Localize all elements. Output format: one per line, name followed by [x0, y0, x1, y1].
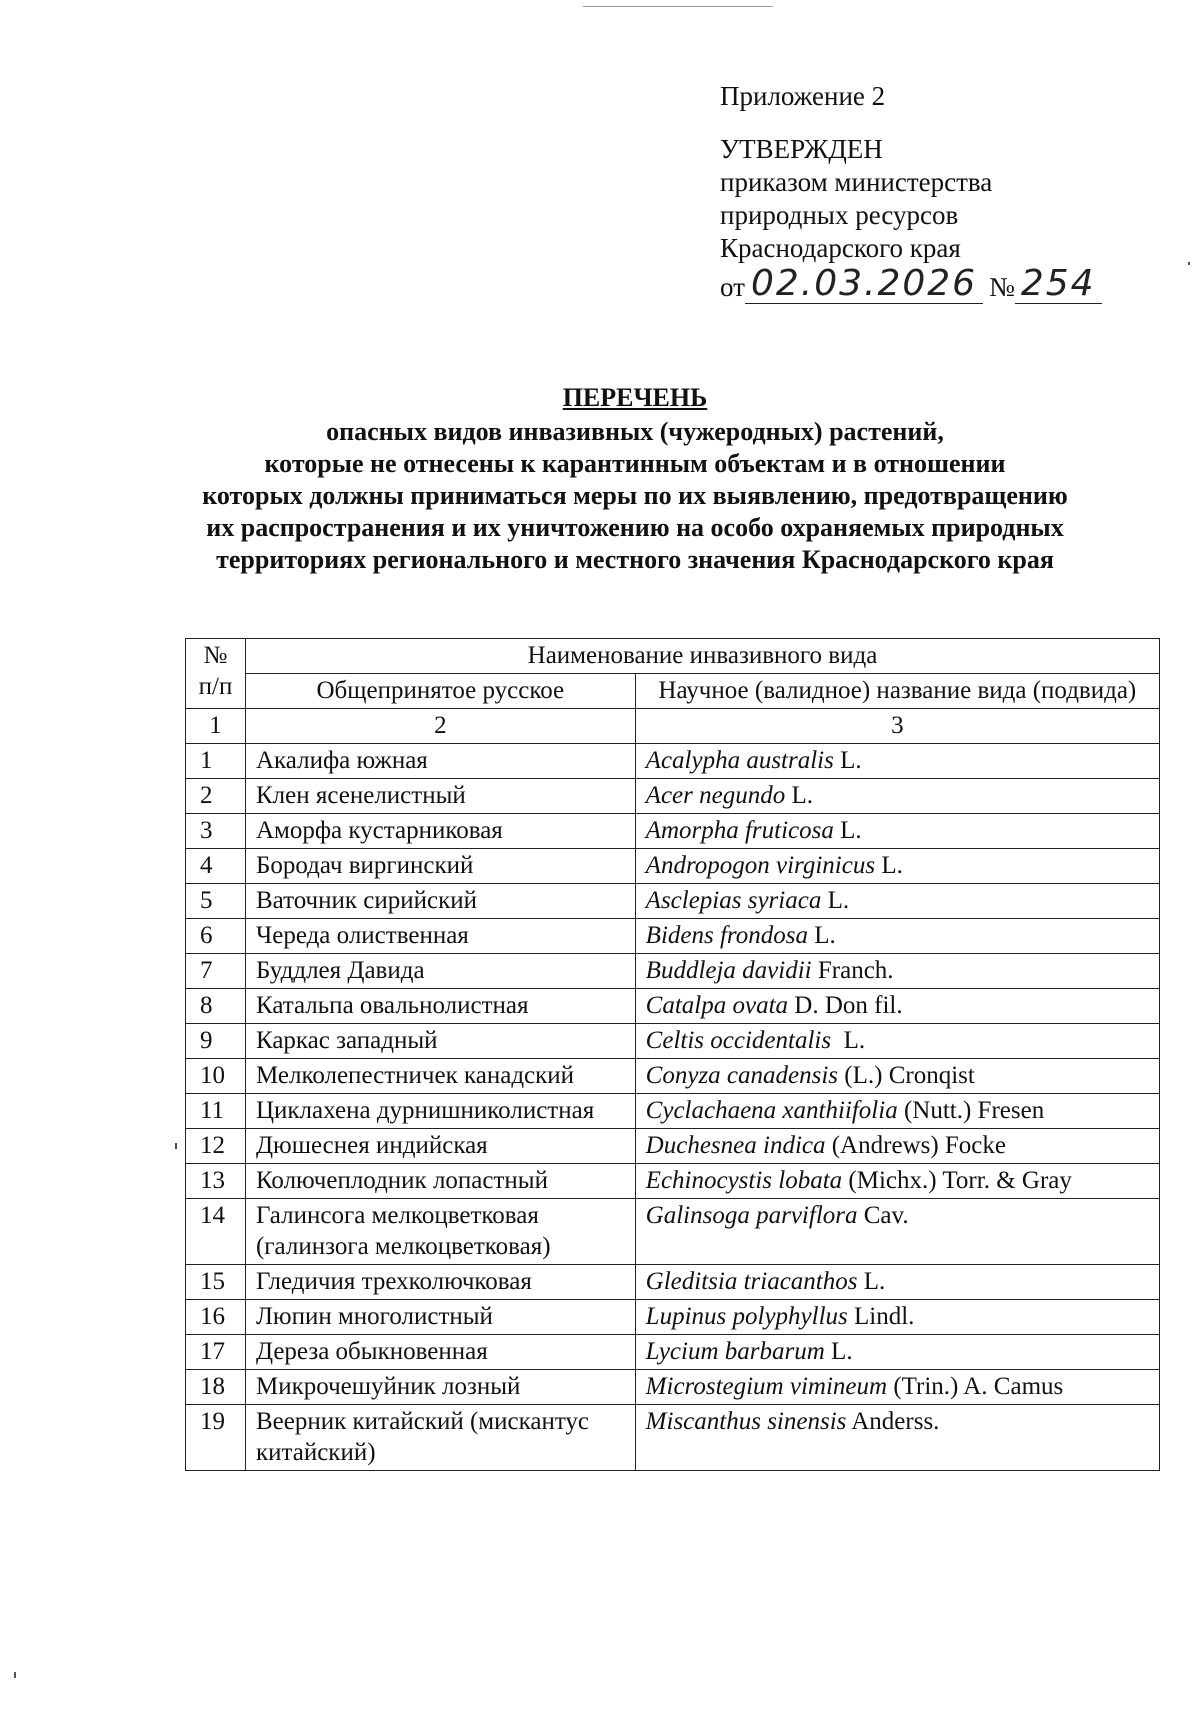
- scientific-name-cell: [635, 1164, 1159, 1199]
- order-date-line: [720, 263, 1160, 304]
- scientific-name: Lupinus polyphyllus: [645, 1303, 848, 1330]
- column-number: 3: [635, 709, 1159, 744]
- scientific-name: Lycium barbarum: [645, 1338, 825, 1365]
- species-rows: [186, 744, 1160, 1471]
- header-num: № п/п: [186, 639, 246, 709]
- scientific-name: Catalpa ovata: [645, 992, 789, 1019]
- russian-name: Череда олиственная: [245, 919, 635, 954]
- scientific-name-cell: [635, 849, 1159, 884]
- scan-mark: [14, 1672, 16, 1678]
- author: D. Don fil.: [788, 992, 903, 1019]
- top-divider: [583, 6, 773, 7]
- scientific-name-cell: [635, 814, 1159, 849]
- russian-name: Колючеплодник лопастный: [245, 1164, 635, 1199]
- russian-name: Ваточник сирийский: [245, 884, 635, 919]
- table-row: [186, 1059, 1160, 1094]
- russian-name: Каркас западный: [245, 1024, 635, 1059]
- row-number: 17: [186, 1335, 246, 1370]
- author: L.: [831, 1027, 866, 1054]
- scientific-name-cell: [635, 1300, 1159, 1335]
- table-row: [186, 1405, 1160, 1471]
- scientific-name-cell: [635, 954, 1159, 989]
- title-line: которых должны приниматься меры по их выявлению, предотвращению: [202, 481, 1068, 510]
- table-row: [186, 849, 1160, 884]
- scientific-name: Gleditsia triacanthos: [645, 1268, 858, 1295]
- scientific-name-cell: [635, 1024, 1159, 1059]
- author: Lindl.: [847, 1303, 915, 1330]
- author: (Nutt.) Fresen: [897, 1097, 1045, 1124]
- scientific-name: Cyclachaena xanthiifolia: [645, 1097, 898, 1124]
- table-row: [186, 1265, 1160, 1300]
- table-row: [186, 1024, 1160, 1059]
- author: Anderss.: [846, 1408, 940, 1435]
- header-name: Наименование инвазивного вида: [245, 639, 1159, 674]
- scientific-name: Miscanthus sinensis: [645, 1408, 847, 1435]
- scientific-name-cell: [635, 1094, 1159, 1129]
- scientific-name-cell: [635, 744, 1159, 779]
- russian-name: Аморфа кустарниковая: [245, 814, 635, 849]
- row-number: 1: [186, 744, 246, 779]
- author: L.: [785, 782, 813, 809]
- russian-name: Дюшеснея индийская: [245, 1129, 635, 1164]
- scan-mark: [175, 1143, 177, 1149]
- scientific-name-cell: [635, 884, 1159, 919]
- approval-line-2: природных ресурсов: [720, 200, 959, 230]
- scientific-name-cell: [635, 989, 1159, 1024]
- table-row: [186, 989, 1160, 1024]
- title-line: которые не отнесены к карантинным объектам и в отношении: [264, 449, 1006, 478]
- russian-name: Веерник китайский (мискантус китайский): [245, 1405, 635, 1471]
- appendix-label: Приложение 2: [720, 81, 886, 111]
- row-number: 9: [186, 1024, 246, 1059]
- order-date-field: [745, 263, 983, 304]
- table-row: [186, 1129, 1160, 1164]
- table-row: [186, 1164, 1160, 1199]
- scientific-name: Conyza canadensis: [645, 1062, 839, 1089]
- date-prefix: от: [720, 272, 745, 302]
- table-row: [186, 1370, 1160, 1405]
- approved-label: УТВЕРЖДЕН: [720, 134, 883, 164]
- author: (Michx.) Torr. & Gray: [842, 1167, 1072, 1194]
- order-number-field: [1015, 263, 1102, 304]
- scientific-name-cell: [635, 779, 1159, 814]
- scientific-name-cell: [635, 1199, 1159, 1265]
- scientific-name: Andropogon virginicus: [645, 852, 876, 879]
- scientific-name: Buddleja davidii: [645, 957, 812, 984]
- scientific-name-cell: [635, 1059, 1159, 1094]
- scientific-name: Microstegium vimineum: [645, 1373, 888, 1400]
- row-number: 12: [186, 1129, 246, 1164]
- scientific-name: Echinocystis lobata: [645, 1167, 843, 1194]
- author: L.: [833, 747, 862, 774]
- russian-name: Циклахена дурнишниколистная: [245, 1094, 635, 1129]
- approval-line-1: приказом министерства: [720, 167, 993, 197]
- title-line: территориях регионального и местного значения Краснодарского края: [216, 545, 1054, 574]
- row-number: 11: [186, 1094, 246, 1129]
- russian-name: Мелколепестничек канадский: [245, 1059, 635, 1094]
- russian-name: Гледичия трехколючковая: [245, 1265, 635, 1300]
- scientific-name: Asclepias syriaca: [645, 887, 822, 914]
- row-number: 19: [186, 1405, 246, 1471]
- author: L.: [833, 817, 862, 844]
- order-number-handwritten: 254: [1020, 263, 1096, 304]
- table-row: [186, 1094, 1160, 1129]
- russian-name: Катальпа овальнолистная: [245, 989, 635, 1024]
- author: (L.) Cronqist: [838, 1062, 975, 1089]
- scan-mark: [1188, 262, 1190, 265]
- table-row: [186, 884, 1160, 919]
- author: (Trin.) A. Camus: [887, 1373, 1064, 1400]
- column-number: 2: [245, 709, 635, 744]
- scientific-name-cell: [635, 919, 1159, 954]
- scientific-name-cell: [635, 1370, 1159, 1405]
- row-number: 7: [186, 954, 246, 989]
- header-russian: Общепринятое русское: [245, 674, 635, 709]
- row-number: 4: [186, 849, 246, 884]
- scientific-name: Bidens frondosa: [645, 922, 808, 949]
- header-scientific: Научное (валидное) название вида (подвида): [635, 674, 1159, 709]
- row-number: 16: [186, 1300, 246, 1335]
- column-number: 1: [186, 709, 246, 744]
- russian-name: Дереза обыкновенная: [245, 1335, 635, 1370]
- scientific-name-cell: [635, 1129, 1159, 1164]
- order-date-handwritten: 02.03.2026: [750, 263, 978, 304]
- table-row: [186, 779, 1160, 814]
- table-row: [186, 814, 1160, 849]
- scientific-name: Galinsoga parviflora: [645, 1202, 858, 1229]
- number-prefix: №: [989, 272, 1015, 302]
- author: Franch.: [811, 957, 894, 984]
- russian-name: Галинсога мелкоцветковая (галинзога мелкоцветковая): [245, 1199, 635, 1265]
- row-number: 8: [186, 989, 246, 1024]
- row-number: 5: [186, 884, 246, 919]
- row-number: 2: [186, 779, 246, 814]
- author: L.: [821, 887, 850, 914]
- scientific-name: Acer negundo: [645, 782, 786, 809]
- table-row: [186, 744, 1160, 779]
- scientific-name: Celtis occidentalis: [645, 1027, 832, 1054]
- row-number: 15: [186, 1265, 246, 1300]
- russian-name: Буддлея Давида: [245, 954, 635, 989]
- russian-name: Люпин многолистный: [245, 1300, 635, 1335]
- russian-name: Клен ясенелистный: [245, 779, 635, 814]
- author: L.: [875, 852, 903, 879]
- scientific-name-cell: [635, 1335, 1159, 1370]
- table-row: [186, 1335, 1160, 1370]
- author: (Andrews) Focke: [825, 1132, 1006, 1159]
- table-row: [186, 954, 1160, 989]
- title-line: их распространения и их уничтожению на особо охраняемых природных: [206, 513, 1064, 542]
- author: Cav.: [857, 1202, 909, 1229]
- table-row: [186, 1199, 1160, 1265]
- scientific-name: Acalypha australis: [645, 747, 834, 774]
- table-row: [186, 919, 1160, 954]
- russian-name: Бородач виргинский: [245, 849, 635, 884]
- scientific-name: Duchesnea indica: [645, 1132, 826, 1159]
- author: L.: [807, 922, 836, 949]
- scientific-name-cell: [635, 1265, 1159, 1300]
- russian-name: Микрочешуйник лозный: [245, 1370, 635, 1405]
- title-line: опасных видов инвазивных (чужеродных) растений,: [326, 417, 944, 446]
- approval-line-3: Краснодарского края: [720, 233, 961, 263]
- row-number: 6: [186, 919, 246, 954]
- row-number: 13: [186, 1164, 246, 1199]
- scientific-name: Amorpha fruticosa: [645, 817, 834, 844]
- approval-block: [720, 80, 1160, 304]
- author: L.: [857, 1268, 886, 1295]
- row-number: 18: [186, 1370, 246, 1405]
- table-row: [186, 1300, 1160, 1335]
- document-title: [150, 382, 1120, 576]
- row-number: 14: [186, 1199, 246, 1265]
- russian-name: Акалифа южная: [245, 744, 635, 779]
- title-main: ПЕРЕЧЕНЬ: [562, 383, 708, 412]
- row-number: 10: [186, 1059, 246, 1094]
- species-table: [185, 638, 1160, 1471]
- author: L.: [824, 1338, 853, 1365]
- scientific-name-cell: [635, 1405, 1159, 1471]
- row-number: 3: [186, 814, 246, 849]
